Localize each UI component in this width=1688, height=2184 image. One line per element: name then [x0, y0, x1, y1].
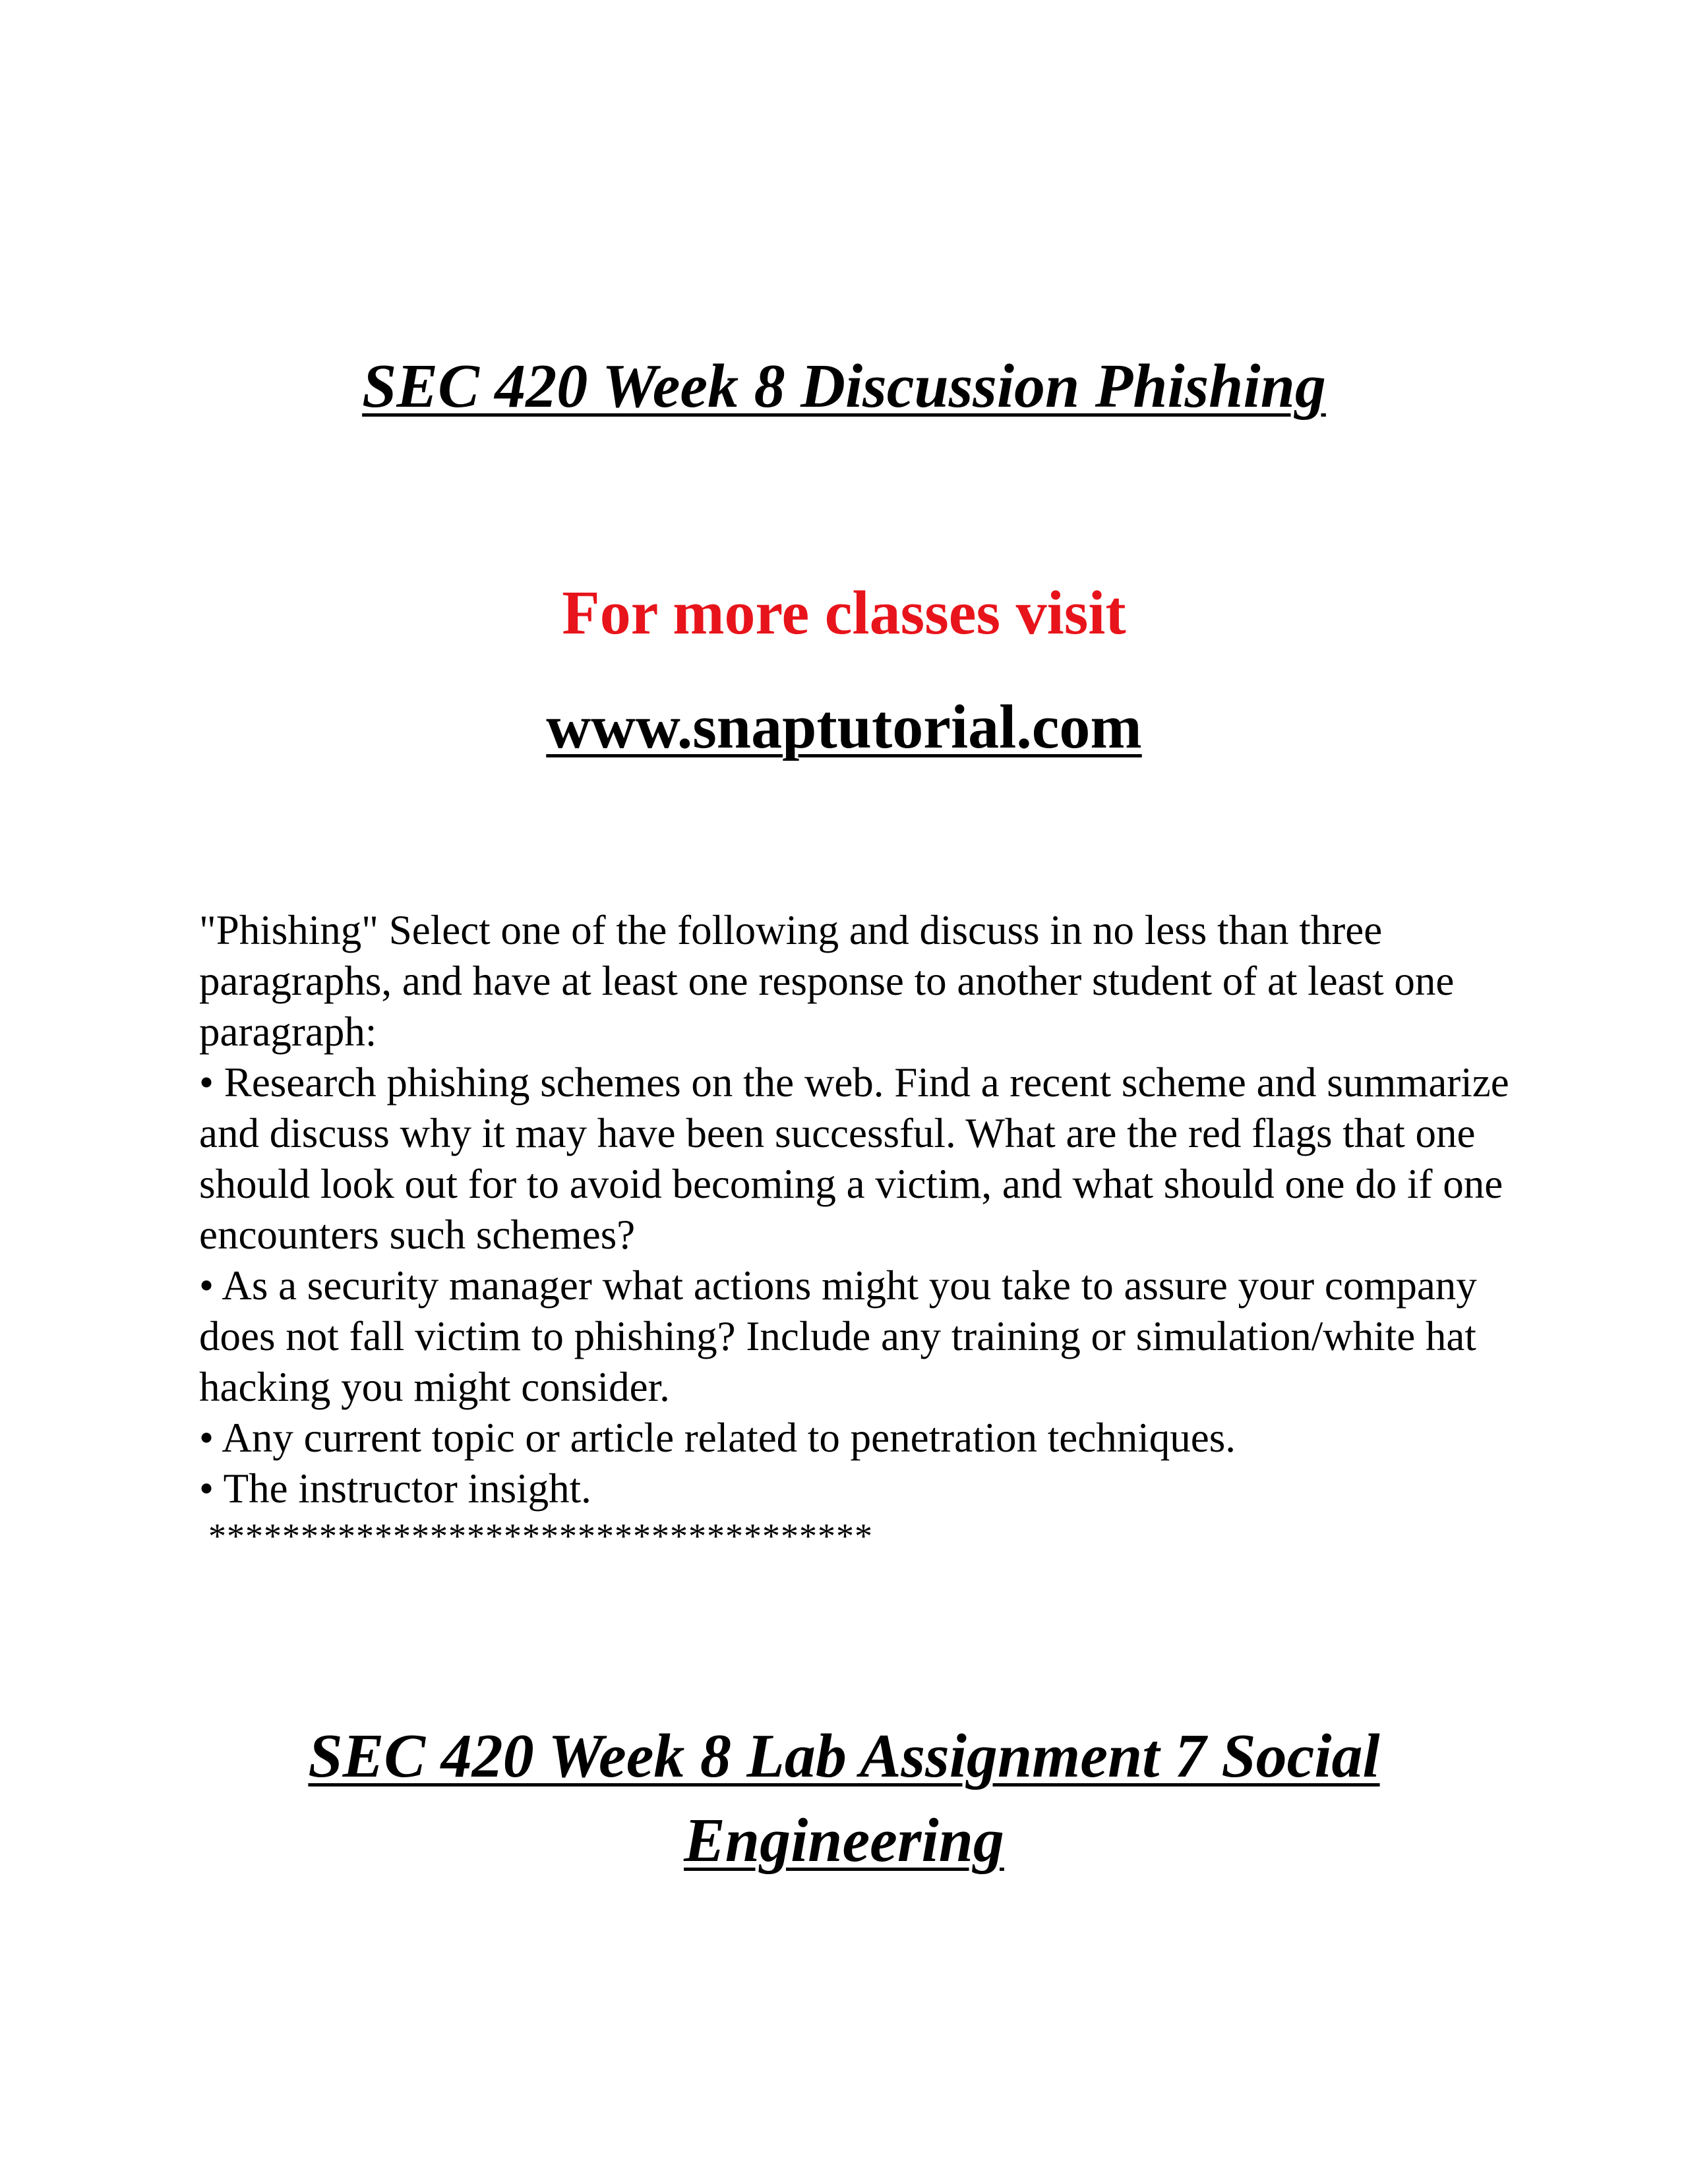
document-title: SEC 420 Week 8 Discussion Phishing: [362, 352, 1326, 421]
promo-url-link[interactable]: www.snaptutorial.com: [546, 693, 1142, 761]
promo-text: For more classes visit: [562, 579, 1126, 647]
bullet-item-instructor: • The instructor insight.: [199, 1465, 591, 1512]
separator-line: ************************************: [208, 1516, 873, 1556]
bullet-item-security-manager: • As a security manager what actions might you take to assure your company does not fall victim to phishing? Include any training or simulation/white hat hacking you might consider.: [199, 1262, 1477, 1410]
bullet-item-current-topic: • Any current topic or article related to penetration techniques.: [199, 1415, 1236, 1461]
next-section-title: SEC 420 Week 8 Lab Assignment 7 Social Engineering: [308, 1722, 1380, 1875]
discussion-body: [199, 905, 1518, 1558]
bullet-item-research: • Research phishing schemes on the web. Find a recent scheme and summarize and discuss why it may have been successful. What are the red flags that one should look out for to avoid becoming a victim, and what should one do if one encounters such schemes?: [199, 1059, 1509, 1258]
intro-paragraph: "Phishing" Select one of the following and discuss in no less than three paragraphs, and have at least one response to another student of at least one paragraph:: [199, 907, 1455, 1055]
